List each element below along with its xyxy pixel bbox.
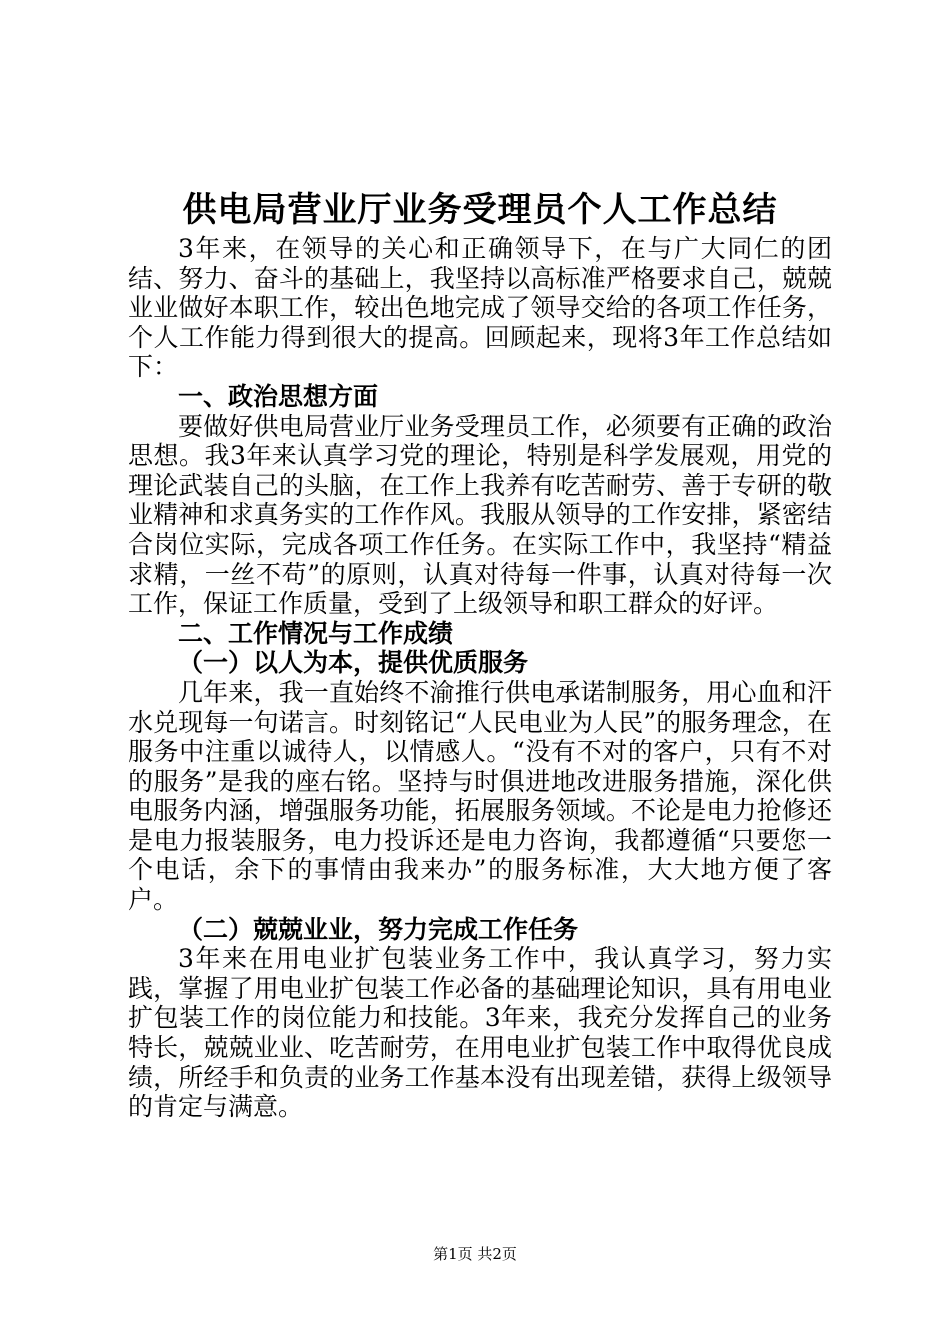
section-heading-political: 一、政治思想方面 — [178, 381, 379, 411]
document-page — [128, 190, 832, 1122]
section-heading-work: 二、工作情况与工作成绩 — [178, 618, 454, 648]
page-footer: 第1页 共2页 — [433, 1245, 517, 1263]
political-paragraph: 要做好供电局营业厅业务受理员工作，必须要有正确的政治思想。我3年来认真学习党的理论，特别是科学发展观，用党的理论武装自己的头脑，在工作上我养有吃苦耐劳、善于专研的敬业精神和求真务实的工作作风。我服从领导的工作安排，紧密结合岗位实际，完成各项工作任务。在实际工作中，我坚持“精益求精，一丝不苟”的原则，认真对待每一件事，认真对待每一次工作，保证工作质量，受到了上级领导和职工群众的好评。 — [128, 411, 832, 619]
subsection-heading-service: （一）以人为本，提供优质服务 — [178, 648, 529, 678]
service-paragraph: 几年来，我一直始终不渝推行供电承诺制服务，用心血和汗水兑现每一句诺言。时刻铭记“人民电业为人民”的服务理念，在服务中注重以诚待人，以情感人。“没有不对的客户，只有不对的服务”是我的座右铭。坚持与时俱进地改进服务措施，深化供电服务内涵，增强服务功能，拓展服务领域。不论是电力抢修还是电力报装服务，电力投诉还是电力咨询，我都遵循“只要您一个电话，余下的事情由我来办”的服务标准，大大地方便了客户。 — [128, 677, 832, 915]
document-title: 供电局营业厅业务受理员个人工作总结 — [182, 190, 778, 230]
tasks-paragraph: 3年来在用电业扩包装业务工作中，我认真学习，努力实践，掌握了用电业扩包装工作必备的基础理论知识，具有用电业扩包装工作的岗位能力和技能。3年来，我充分发挥自己的业务特长，兢兢业业、吃苦耐劳，在用电业扩包装工作中取得优良成绩，所经手和负责的业务工作基本没有出现差错，获得上级领导的肯定与满意。 — [128, 944, 832, 1122]
subsection-heading-tasks: （二）兢兢业业，努力完成工作任务 — [178, 914, 579, 944]
intro-paragraph: 3年来，在领导的关心和正确领导下，在与广大同仁的团结、努力、奋斗的基础上，我坚持以高标准严格要求自己，兢兢业业做好本职工作，较出色地完成了领导交给的各项工作任务，个人工作能力得到很大的提高。回顾起来，现将3年工作总结如下： — [128, 234, 832, 382]
